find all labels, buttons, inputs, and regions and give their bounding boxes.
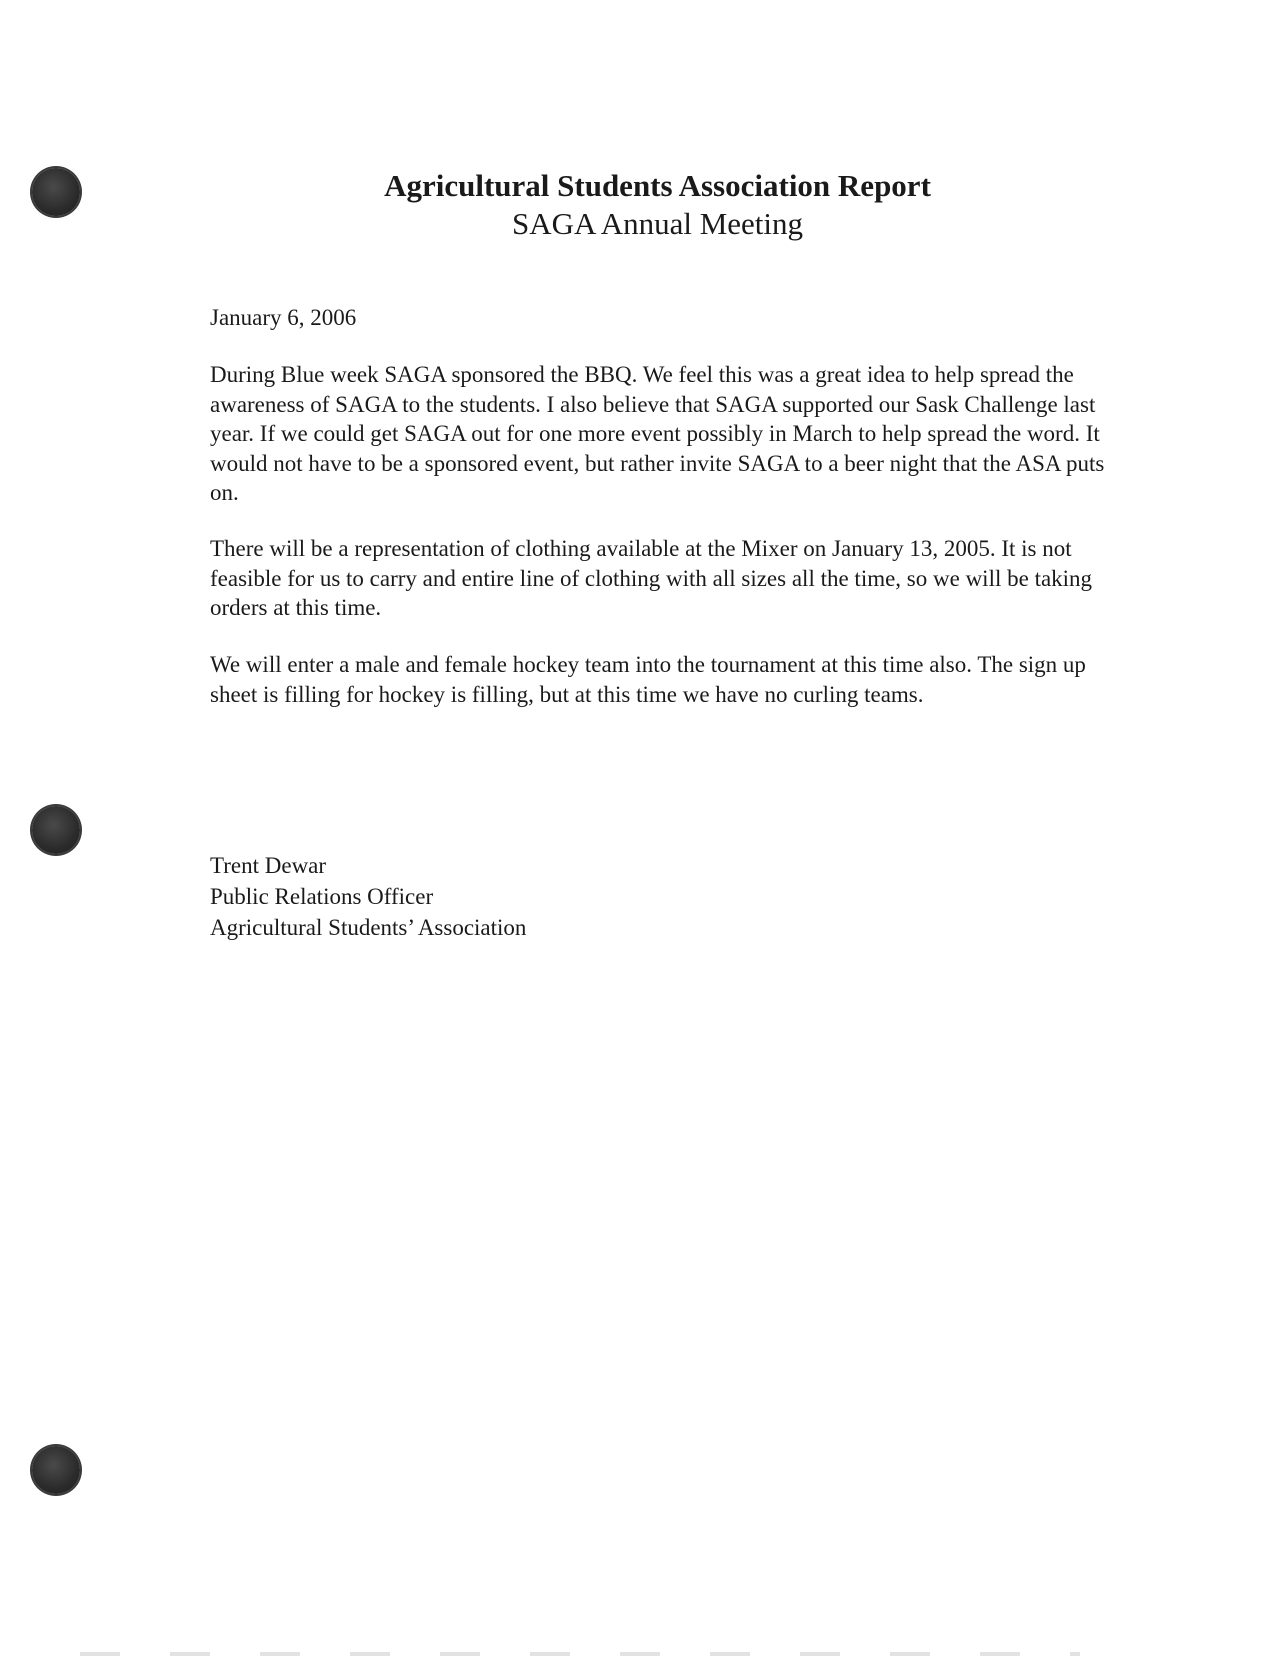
scan-artifact	[80, 1652, 1080, 1656]
punch-hole-bottom	[32, 1446, 80, 1494]
signature-name: Trent Dewar	[210, 853, 327, 878]
document-title: Agricultural Students Association Report	[384, 168, 931, 203]
paragraph-clothing: There will be a representation of clothing available at the Mixer on January 13, 2005. It is not feasible for us to carry and entire line of clothing with all sizes all the time, so we will be taking orders at this time.	[210, 536, 1093, 620]
signature-position: Public Relations Officer	[210, 884, 434, 909]
document-header	[0, 168, 1285, 244]
document-date: January 6, 2006	[210, 305, 357, 330]
paragraph-blue-week: During Blue week SAGA sponsored the BBQ. We feel this was a great idea to help spread the awareness of SAGA to the students. I also believe that SAGA supported our Sask Challenge last year. If we could get SAGA out for one more event possibly in March to help spread the word. It would not have to be a sponsored event, but rather invite SAGA to a beer night that the ASA puts on.	[210, 362, 1105, 505]
punch-hole-middle	[32, 806, 80, 854]
signature-block	[210, 850, 526, 943]
signature-organization: Agricultural Students’ Association	[210, 915, 527, 940]
document-subtitle: SAGA Annual Meeting	[511, 206, 804, 241]
paragraph-hockey: We will enter a male and female hockey team into the tournament at this time also. The sign up sheet is filling for hockey is filling, but at this time we have no curling teams.	[210, 652, 1086, 707]
